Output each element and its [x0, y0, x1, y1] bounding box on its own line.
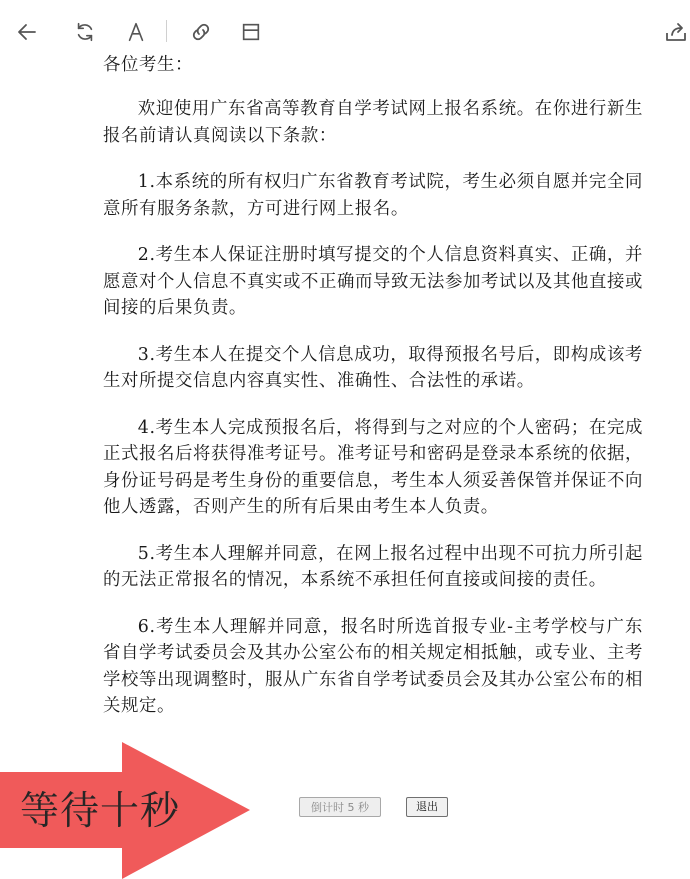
term-item-4: 4.考生本人完成预报名后，将得到与之对应的个人密码；在完成正式报名后将获得准考证号。准考证号和密码是登录本系统的依据，身份证号码是考生身份的重要信息，考生本人须妥善保管并保证不向他人透露，否则产生的所有后果由考生本人负责。 [103, 417, 643, 517]
term-item-6: 6.考生本人理解并同意，报名时所选首报专业-主考学校与广东省自学考试委员会及其办公室公布的相关规定相抵触，或专业、主考学校等出现调整时，服从广东省自学考试委员会及其办公室公布的相关规定。 [103, 616, 643, 716]
link-icon[interactable] [187, 18, 215, 46]
layout-icon[interactable] [237, 18, 265, 46]
refresh-icon[interactable] [71, 18, 99, 46]
countdown-button: 倒计时 5 秒 [299, 797, 381, 817]
terms-article [103, 52, 643, 720]
reader-toolbar [0, 0, 690, 56]
term-item-3: 3.考生本人在提交个人信息成功，取得预报名号后，即构成该考生对所提交信息内容真实性、准确性、合法性的承诺。 [103, 344, 643, 391]
font-icon[interactable] [122, 18, 150, 46]
intro-paragraph: 欢迎使用广东省高等教育自学考试网上报名系统。在你进行新生报名前请认真阅读以下条款： [103, 99, 643, 146]
back-arrow-icon[interactable] [13, 18, 41, 46]
term-item-2: 2.考生本人保证注册时填写提交的个人信息资料真实、正确，并愿意对个人信息不真实或不正确而导致无法参加考试以及其他直接或间接的后果负责。 [103, 245, 643, 318]
wait-arrow-annotation [0, 742, 252, 879]
toolbar-divider [166, 20, 167, 42]
share-icon[interactable] [662, 18, 690, 46]
greeting: 各位考生： [103, 55, 193, 75]
arrow-label: 等待十秒 [20, 789, 181, 834]
term-item-5: 5.考生本人理解并同意，在网上报名过程中出现不可抗力所引起的无法正常报名的情况，本系统不承担任何直接或间接的责任。 [103, 543, 643, 590]
term-item-1: 1.本系统的所有权归广东省教育考试院，考生必须自愿并完全同意所有服务条款，方可进行网上报名。 [103, 172, 643, 219]
exit-button[interactable]: 退出 [406, 797, 448, 817]
